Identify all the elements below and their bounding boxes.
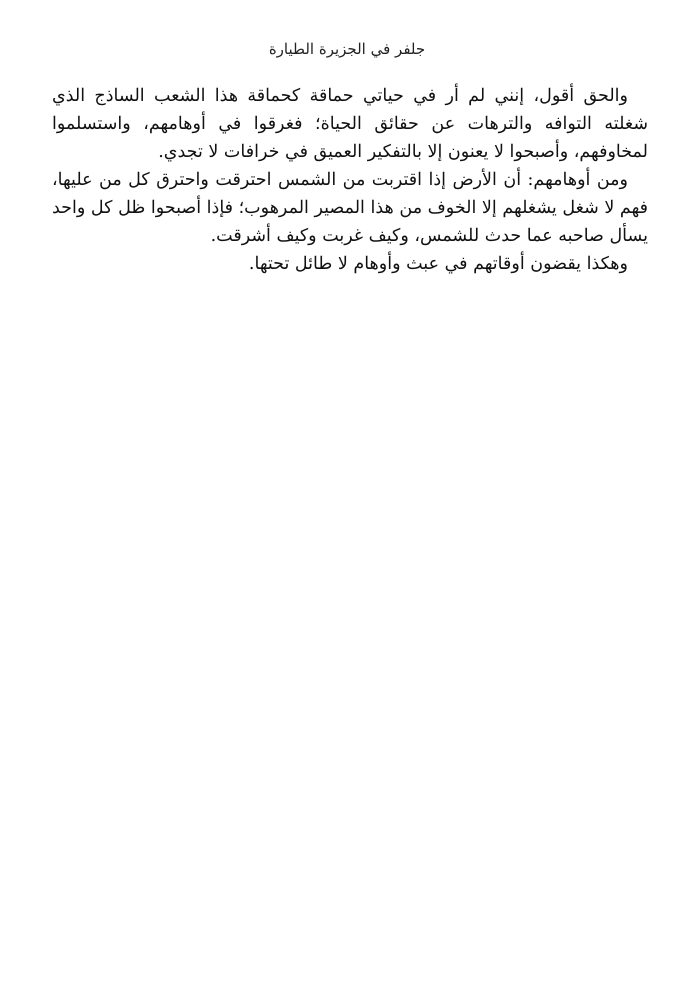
running-header: جلفر في الجزيرة الطيارة xyxy=(268,40,426,58)
body-text xyxy=(52,82,648,278)
paragraph-2: ومن أوهامهم: أن الأرض إذا اقتربت من الشمس احترقت واحترق كل من عليها، فهم لا شغل يشغلهم إلا الخوف من هذا المصير المرهوب؛ فإذا أصبحوا ظل كل واحد يسأل صاحبه عما حدث للشمس، وكيف غربت وكيف أشرقت. xyxy=(52,170,648,246)
paragraph-3: وهكذا يقضون أوقاتهم في عبث وأوهام لا طائل تحتها. xyxy=(248,254,628,274)
paragraph-1: والحق أقول، إنني لم أر في حياتي حماقة كحماقة هذا الشعب الساذج الذي شغلته التوافه والترهات عن حقائق الحياة؛ فغرقوا في أوهامهم، واستسلموا لمخاوفهم، وأصبحوا لا يعنون إلا بالتفكير العميق في خرافات لا تجدي. xyxy=(52,86,648,162)
